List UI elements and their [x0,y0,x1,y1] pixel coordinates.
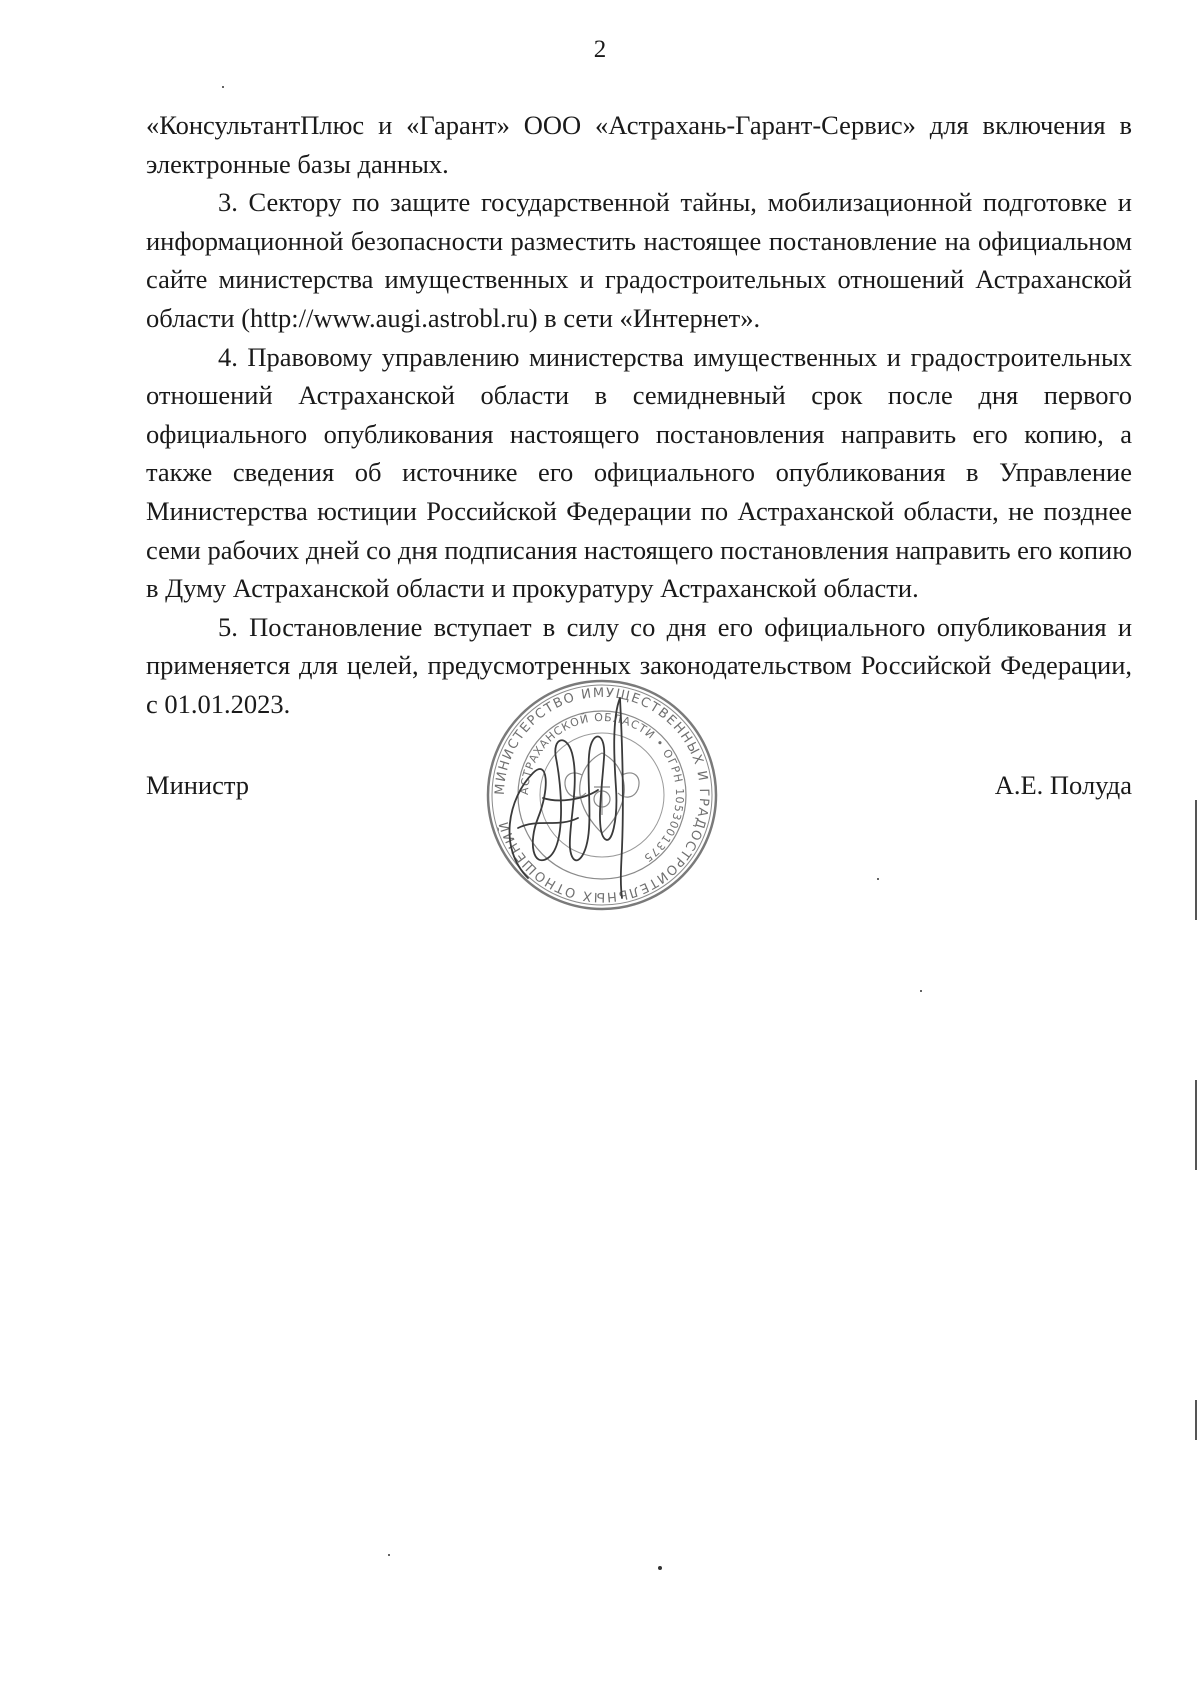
scan-edge-line [1195,1080,1197,1170]
paragraph-5: 5. Постановление вступает в силу со дня его официального опубликования и применяется для целей, предусмотренных законодательством Российской Федерации, с 01.01.2023. [146,611,1132,719]
scan-speck [877,878,879,880]
handwritten-signature [488,678,668,908]
scan-speck [388,1554,390,1556]
page-number: 2 [593,36,607,63]
stamp-outer-text: МИНИСТЕРСТВО ИМУЩЕСТВЕННЫХ И ГРАДОСТРОИТЕЛЬНЫХ ОТНОШЕНИЙ [492,685,712,905]
paragraph-continuation: «КонсультантПлюс и «Гарант» ООО «Астрахань-Гарант-Сервис» для включения в электронные базы данных. [146,110,1132,179]
scan-edge-line [1195,800,1197,920]
document-body [146,106,1132,724]
scan-edge-line [1195,1400,1197,1440]
paragraph-3: 3. Сектору по защите государственной тайны, мобилизационной подготовке и информационной безопасности разместить настоящее постановление на официальном сайте министерства имущественных и градостроительных отношений Астраханской области (http://www.augi.astrobl.ru) в сети «Интернет». [146,187,1132,333]
paragraph-4: 4. Правовому управлению министерства имущественных и градостроительных отношений Астраханской области в семидневный срок после дня первого официального опубликования настоящего постановления направить его копию, а также сведения об источнике его официального опубликования в Управление Министерства юстиции Российской Федерации по Астраханской области, не позднее семи рабочих дней со дня подписания настоящего постановления направить его копию в Думу Астраханской области и прокуратуру Астраханской области. [146,341,1132,604]
scan-speck [920,990,922,992]
signatory-role: Министр [146,770,250,800]
signatory-name: А.Е. Полуда [994,770,1132,800]
scan-speck [658,1566,662,1570]
scan-speck [222,86,224,88]
stamp-inner-text: АСТРАХАНСКОЙ ОБЛАСТИ • ОГРН 1053001375 [517,710,687,866]
